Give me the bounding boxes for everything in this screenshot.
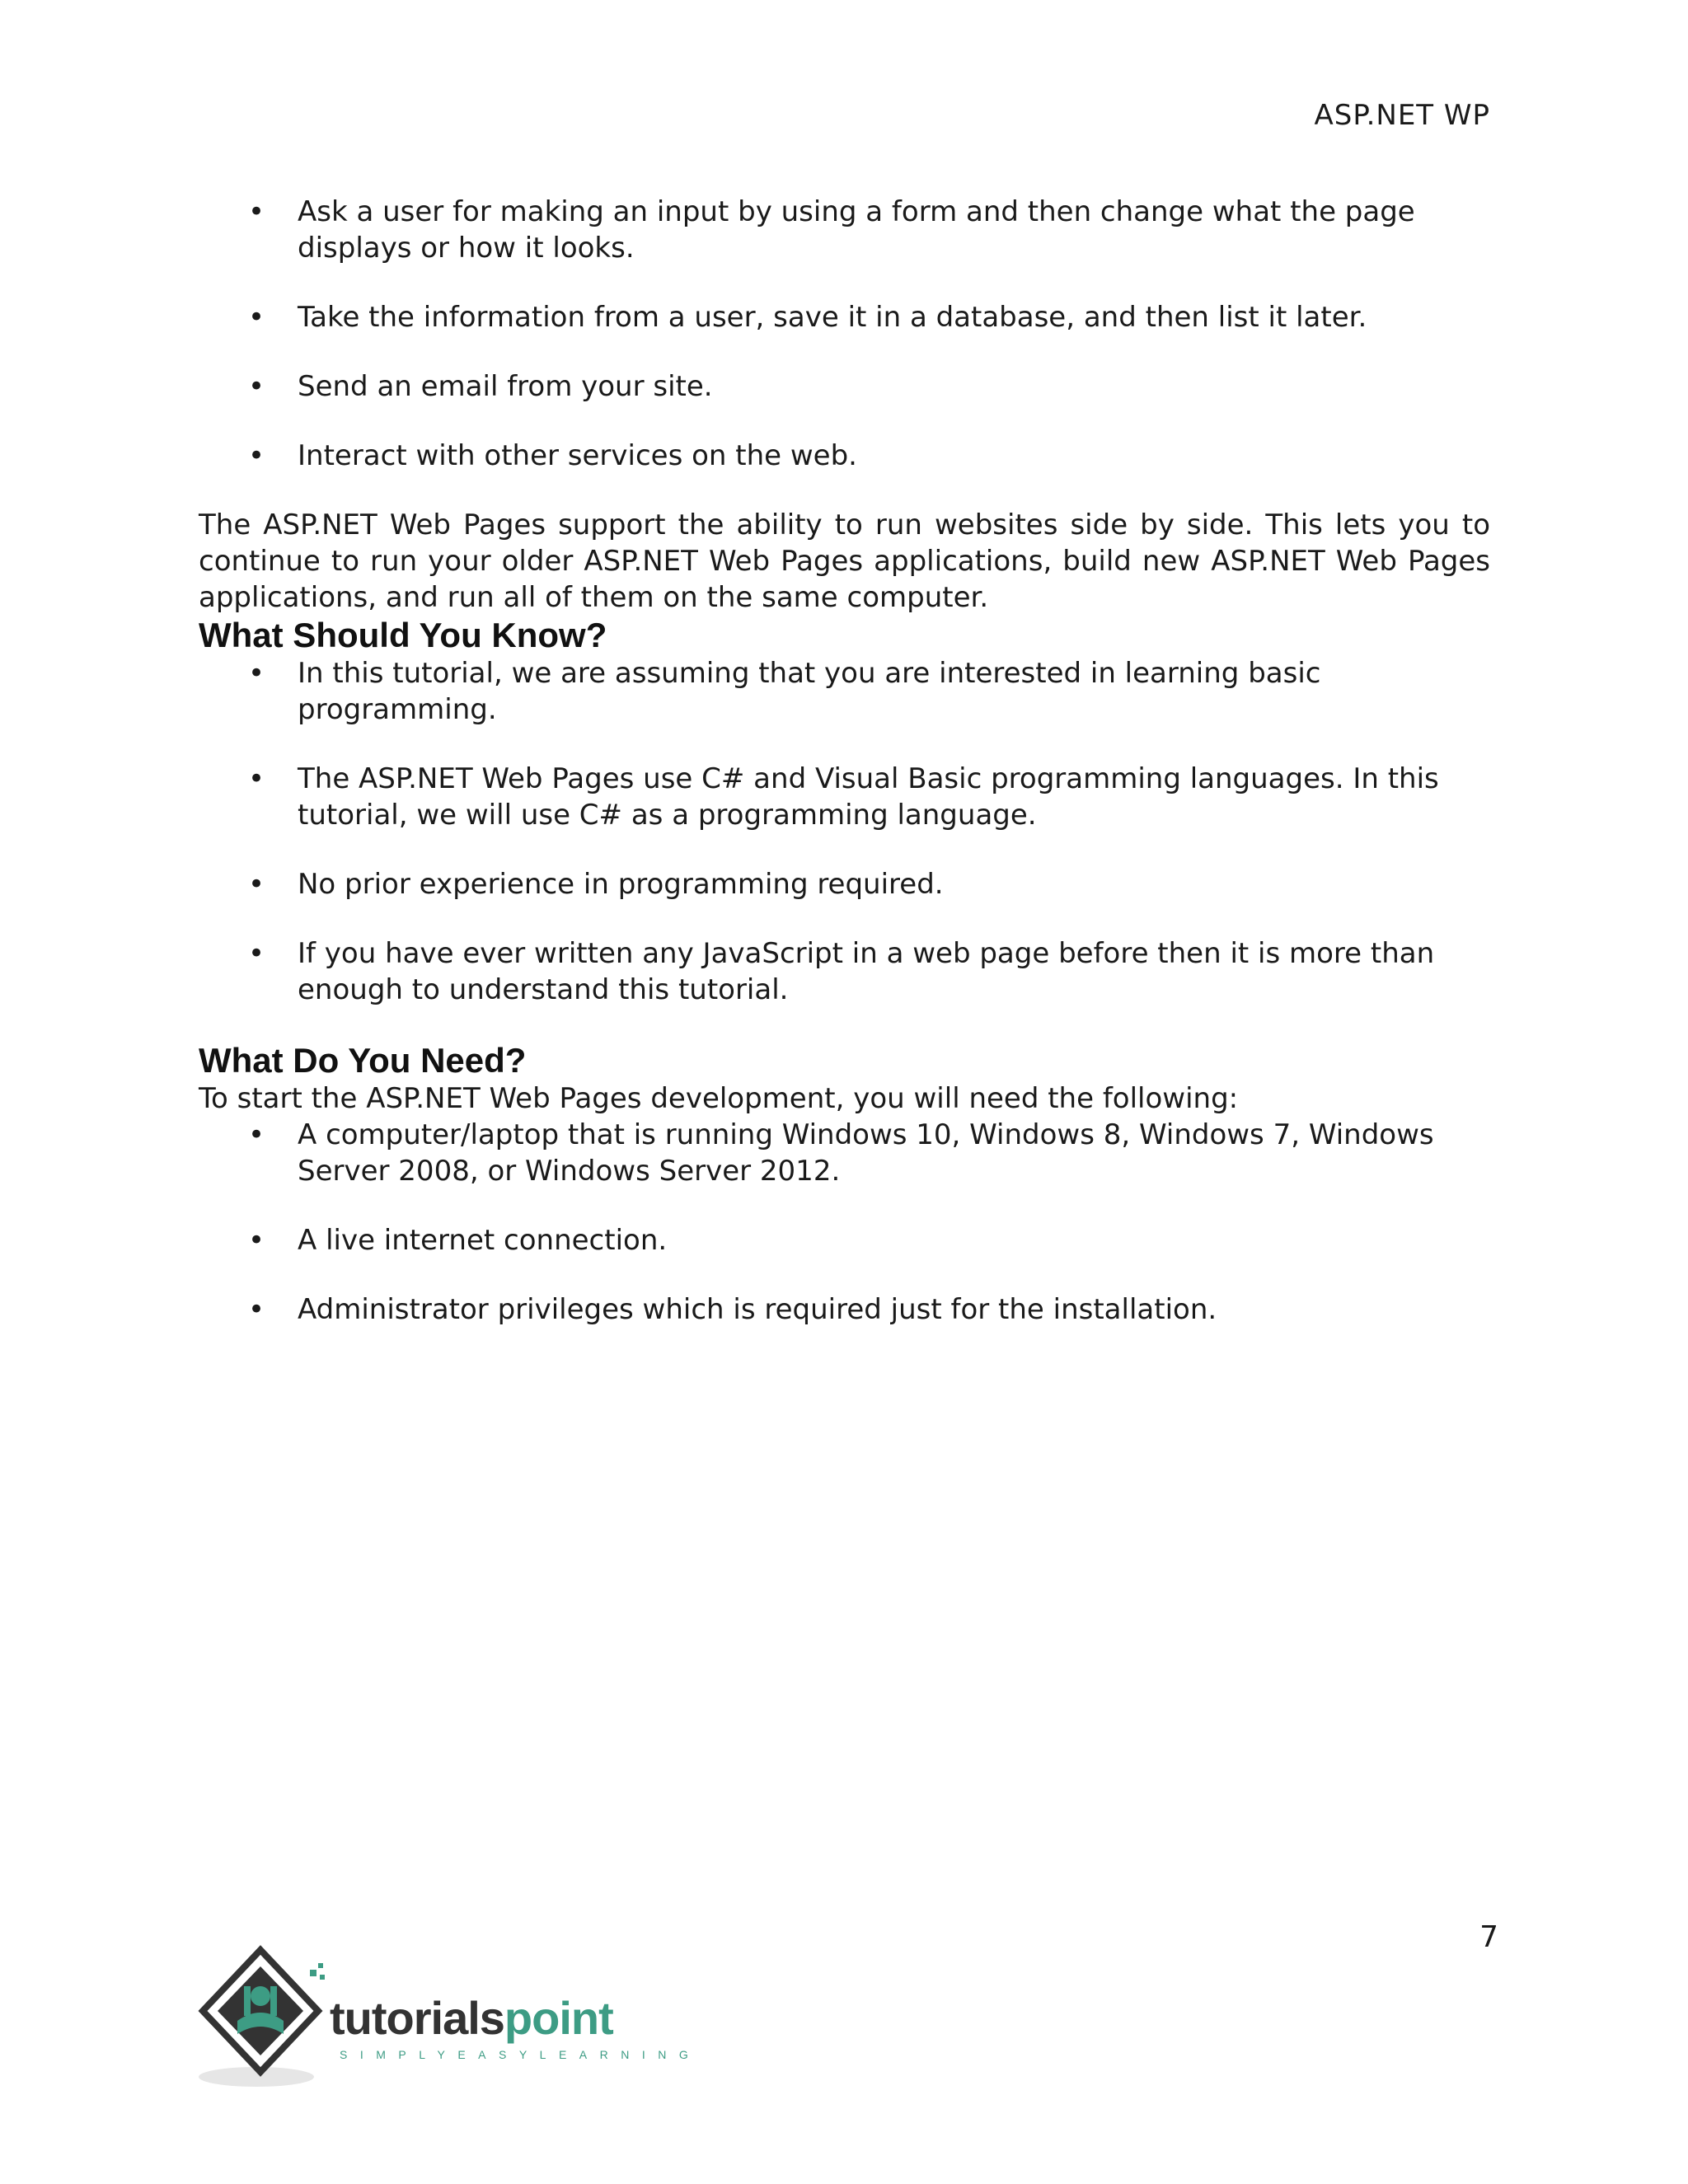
body-paragraph: The ASP.NET Web Pages support the ability to run websites side by side. This lets you to continue to run your older ASP.NET Web Pages applications, build new ASP.NET Web Pages applications, and run all of them on the same computer. [199,509,1490,614]
running-header: ASP.NET WP [1314,99,1490,132]
section-heading-what-do-you-need: What Do You Need? [199,1041,527,1080]
bullet-icon: • [248,195,265,228]
logo-wordmark: tutorialspoint [330,1992,613,2044]
list-item: • The ASP.NET Web Pages use C# and Visual Basic programming languages. In this tutorial, we will use C# as a programming language. [248,762,1439,832]
list-item: • Take the information from a user, save it in a database, and then list it later. [248,301,1367,334]
list-item: • Send an email from your site. [248,370,713,403]
page-number: 7 [1479,1920,1498,1954]
list-item: • Administrator privileges which is required just for the installation. [248,1293,1217,1326]
list-item: • No prior experience in programming required. [248,868,944,901]
logo-tagline: SIMPLYEASYLEARNING [340,2048,701,2061]
list-item: • If you have ever written any JavaScript in a web page before then it is more than enough to understand this tutorial. [248,937,1435,1006]
bullet-icon: • [248,1224,265,1257]
bullet-icon: • [248,937,265,970]
section-intro: To start the ASP.NET Web Pages development, you will need the following: [199,1082,1239,1115]
bullet-icon: • [248,762,265,795]
bullet-icon: • [248,657,265,690]
bullet-icon: • [248,1118,265,1151]
list-item: • In this tutorial, we are assuming that you are interested in learning basic programming. [248,657,1321,726]
bullet-icon: • [248,301,265,334]
tutorialspoint-logo [195,1945,701,2093]
logo-diamond-icon [195,1945,335,2093]
feature-list [199,194,1490,474]
page-content [199,194,1490,1361]
bullet-icon: • [248,370,265,403]
section-heading-what-should-you-know: What Should You Know? [199,616,607,654]
list-item: • A live internet connection. [248,1224,668,1257]
bullet-icon: • [248,439,265,472]
list-item: • Interact with other services on the web. [248,439,857,472]
requirements-list [199,1117,1490,1328]
bullet-icon: • [248,1293,265,1326]
prerequisites-list [199,655,1490,1008]
list-item: • Ask a user for making an input by using a form and then change what the page displays or how it looks. [248,195,1415,265]
list-item: • A computer/laptop that is running Windows 10, Windows 8, Windows 7, Windows Server 2008, or Windows Server 2012. [248,1118,1434,1188]
bullet-icon: • [248,868,265,901]
